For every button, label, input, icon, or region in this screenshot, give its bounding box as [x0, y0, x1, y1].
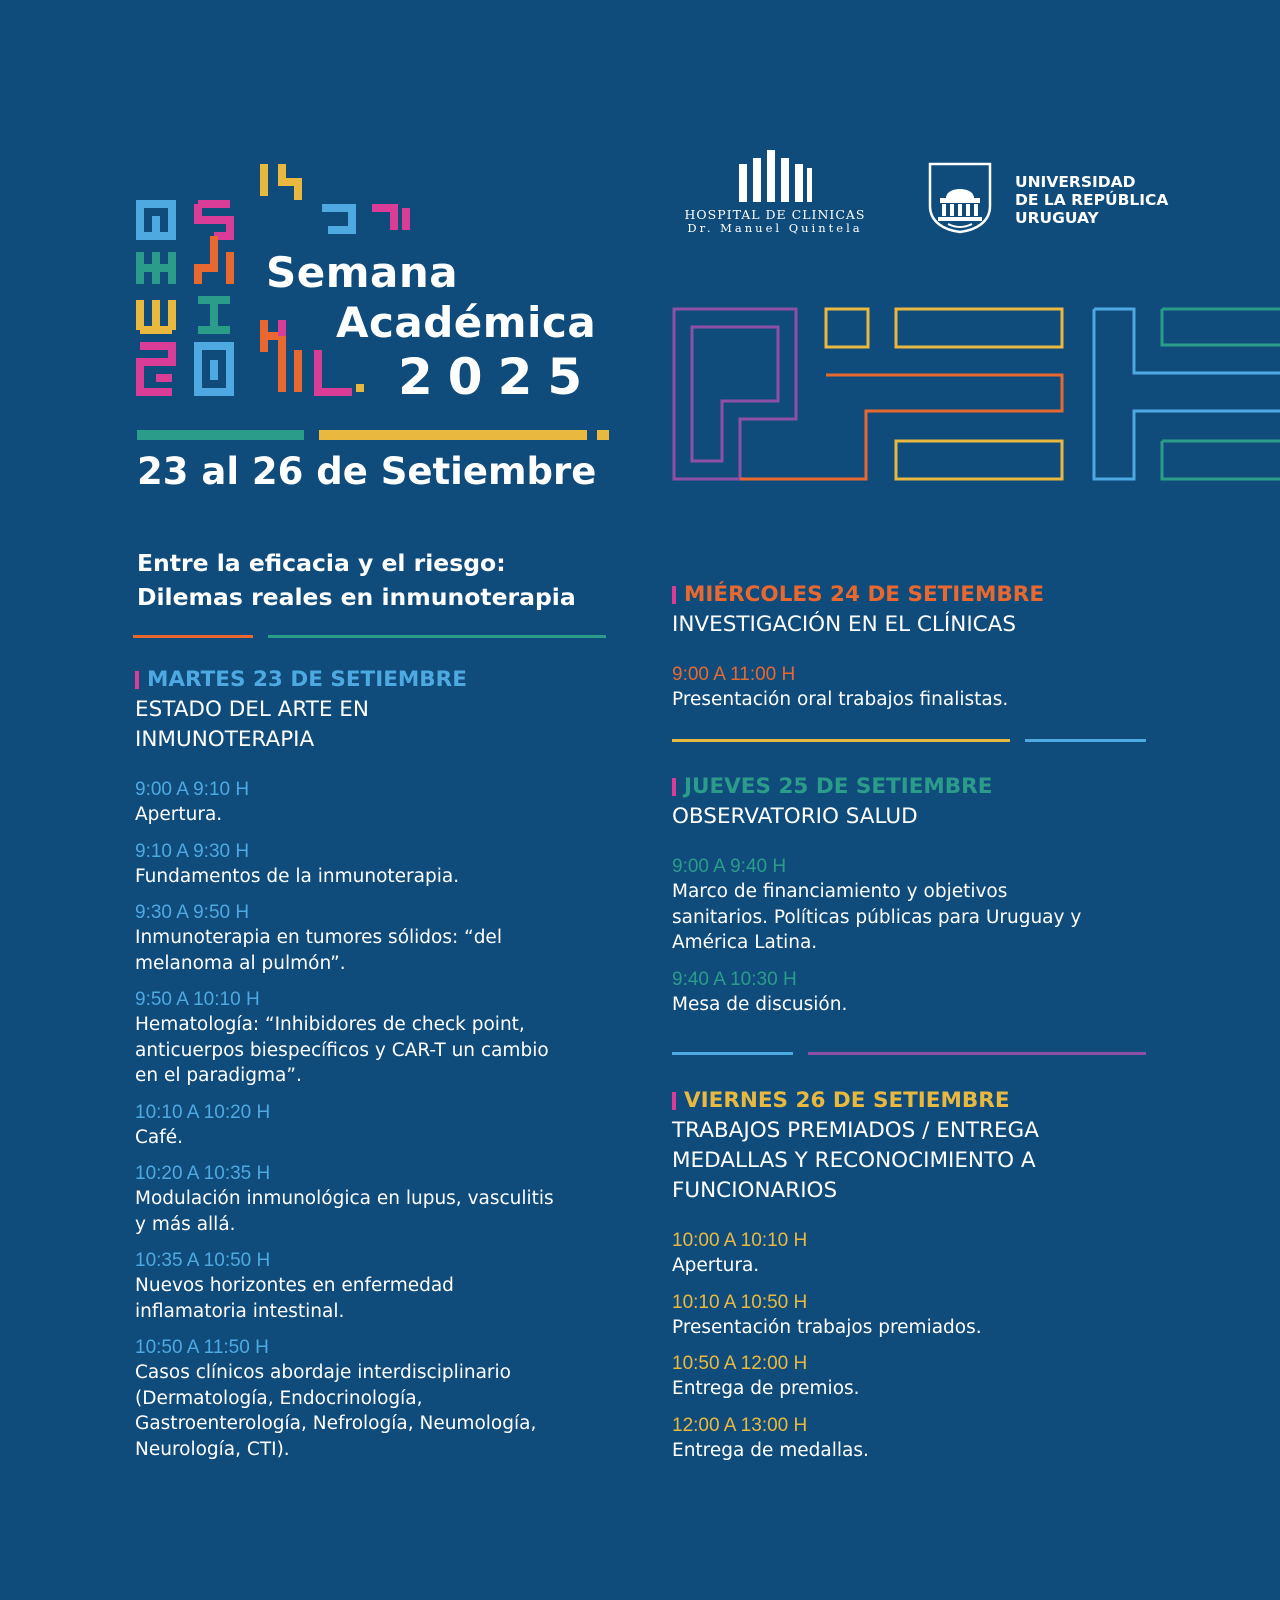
session-item — [672, 1290, 1172, 1341]
session-item — [135, 1248, 615, 1324]
day-header — [135, 665, 615, 695]
day-wednesday — [672, 580, 1172, 724]
separator-left-top-b — [268, 635, 606, 638]
session-item — [672, 1228, 1172, 1279]
session-time: 10:20 A 10:35 H — [135, 1163, 271, 1184]
day-marker — [672, 1092, 676, 1110]
event-dates: 23 al 26 de Setiembre — [137, 450, 597, 493]
event-theme — [137, 546, 576, 614]
decorative-maze — [670, 305, 1280, 495]
session-desc: Inmunoterapia en tumores sólidos: “del — [135, 927, 502, 948]
separator-right-1a — [672, 739, 1010, 742]
session-time: 9:50 A 10:10 H — [135, 989, 260, 1010]
session-time: 10:10 A 10:50 H — [672, 1291, 808, 1313]
session-desc: y más allá. — [135, 1213, 236, 1235]
session-desc: Neurología, CTI). — [135, 1438, 290, 1460]
session-list — [135, 777, 615, 1462]
session-desc: Entrega de premios. — [672, 1378, 860, 1399]
session-desc: Café. — [135, 1126, 184, 1148]
separator-right-1b — [1025, 739, 1146, 742]
session-desc: Gastroenterología, Nefrología, Neumología, — [135, 1413, 537, 1434]
day-title-line: INVESTIGACIÓN EN EL CLÍNICAS — [672, 612, 1017, 637]
day-label: MIÉRCOLES 24 DE SETIEMBRE — [684, 582, 1045, 607]
session-time: 9:40 A 10:30 H — [672, 968, 797, 990]
session-desc: melanoma al pulmón”. — [135, 952, 346, 974]
session-time: 10:00 A 10:10 H — [672, 1230, 808, 1251]
session-desc: Fundamentos de la inmunoterapia. — [135, 865, 460, 887]
session-item — [135, 1100, 615, 1151]
day-tuesday — [135, 665, 615, 1473]
session-time: 10:50 A 12:00 H — [672, 1353, 808, 1374]
day-marker — [672, 586, 676, 604]
day-title-line: FUNCIONARIOS — [672, 1178, 838, 1203]
day-marker — [672, 778, 676, 796]
session-item — [135, 777, 615, 828]
day-title-line: OBSERVATORIO SALUD — [672, 804, 918, 829]
event-title-year: 2025 — [398, 348, 598, 406]
session-item — [135, 900, 615, 976]
university-name-line-1: UNIVERSIDAD — [1015, 173, 1136, 191]
session-desc: Marco de financiamiento y objetivos — [672, 881, 1008, 902]
session-desc: Nuevos horizontes en enfermedad — [135, 1275, 454, 1296]
day-title — [672, 802, 1172, 832]
session-desc: anticuerpos biespecíficos y CAR-T un cambio — [135, 1039, 549, 1061]
day-header — [672, 1086, 1172, 1116]
session-time: 9:00 A 9:40 H — [672, 856, 787, 877]
day-thursday — [672, 772, 1172, 1028]
day-label: JUEVES 25 DE SETIEMBRE — [684, 774, 993, 799]
day-marker — [135, 671, 139, 689]
session-time: 10:50 A 11:50 H — [135, 1337, 269, 1358]
session-time: 9:00 A 9:10 H — [135, 779, 250, 800]
session-desc: Presentación oral trabajos finalistas. — [672, 689, 1009, 710]
session-desc: Presentación trabajos premiados. — [672, 1316, 982, 1338]
session-desc: Apertura. — [135, 804, 223, 825]
day-title-line: ESTADO DEL ARTE EN — [135, 697, 369, 722]
session-item — [672, 662, 1172, 713]
session-time: 9:00 A 11:00 H — [672, 664, 796, 685]
session-desc: inflamatoria intestinal. — [135, 1300, 345, 1322]
university-crest-icon — [928, 162, 992, 234]
session-item — [672, 1351, 1172, 1402]
session-desc: Hematología: “Inhibidores de check point, — [135, 1014, 525, 1035]
university-name-line-2: DE LA REPÚBLICA — [1015, 191, 1169, 209]
session-time: 12:00 A 13:00 H — [672, 1414, 808, 1436]
session-time: 10:35 A 10:50 H — [135, 1250, 271, 1271]
day-label: VIERNES 26 DE SETIEMBRE — [684, 1088, 1010, 1113]
day-title-line: TRABAJOS PREMIADOS / ENTREGA — [672, 1118, 1039, 1143]
session-desc: Apertura. — [672, 1255, 760, 1276]
session-list — [672, 1228, 1172, 1463]
day-label: MARTES 23 DE SETIEMBRE — [147, 667, 467, 692]
hospital-name: HOSPITAL DE CLINICAS — [684, 207, 866, 222]
session-desc: en el paradigma”. — [135, 1065, 302, 1086]
day-header — [672, 772, 1172, 802]
separator-right-2b — [808, 1052, 1146, 1055]
session-item — [135, 1161, 615, 1237]
glyph-col-4 — [318, 350, 360, 392]
session-time: 9:10 A 9:30 H — [135, 840, 250, 862]
session-desc: Mesa de discusión. — [672, 993, 848, 1015]
glyph-col-2 — [198, 204, 230, 392]
separator-left-top-a — [133, 635, 253, 638]
session-desc: Modulación inmunológica en lupus, vasculitis — [135, 1188, 554, 1209]
day-title-line: INMUNOTERAPIA — [135, 727, 315, 752]
session-item — [135, 1335, 615, 1462]
session-list — [672, 854, 1172, 1017]
day-title — [672, 610, 1172, 640]
session-desc: Entrega de medallas. — [672, 1439, 869, 1461]
session-item — [672, 967, 1172, 1018]
session-desc: (Dermatología, Endocrinología, — [135, 1387, 423, 1409]
theme-line-1: Entre la eficacia y el riesgo: — [137, 549, 506, 577]
session-item — [672, 1413, 1172, 1464]
university-name-line-3: URUGUAY — [1015, 209, 1099, 227]
day-title — [135, 695, 615, 755]
logo-underline-bars — [137, 430, 609, 440]
glyph-row-top — [322, 208, 406, 230]
session-desc: América Latina. — [672, 932, 818, 953]
session-item — [135, 839, 615, 890]
session-list — [672, 662, 1172, 713]
hospital-subname: Dr. Manuel Quintela — [687, 221, 863, 236]
separator-right-2a — [672, 1052, 793, 1055]
session-desc: sanitarios. Políticas públicas para Uruguay y — [672, 906, 1082, 928]
day-title-line: MEDALLAS Y RECONOCIMIENTO A — [672, 1148, 1036, 1173]
session-item — [672, 854, 1172, 956]
session-time: 10:10 A 10:20 H — [135, 1101, 271, 1123]
event-title-line-1: Semana — [266, 248, 459, 297]
day-header — [672, 580, 1172, 610]
hospital-logo — [670, 150, 880, 242]
session-desc: Casos clínicos abordaje interdisciplinario — [135, 1362, 511, 1383]
session-item — [135, 987, 615, 1089]
glyph-col-1 — [140, 204, 172, 392]
session-time: 9:30 A 9:50 H — [135, 902, 250, 923]
event-title-line-2: Académica — [336, 298, 597, 347]
day-friday — [672, 1086, 1172, 1474]
hospital-columns-icon — [737, 150, 813, 202]
university-name — [1015, 173, 1168, 227]
day-title — [672, 1116, 1172, 1206]
theme-line-2: Dilemas reales en inmunoterapia — [137, 583, 576, 611]
